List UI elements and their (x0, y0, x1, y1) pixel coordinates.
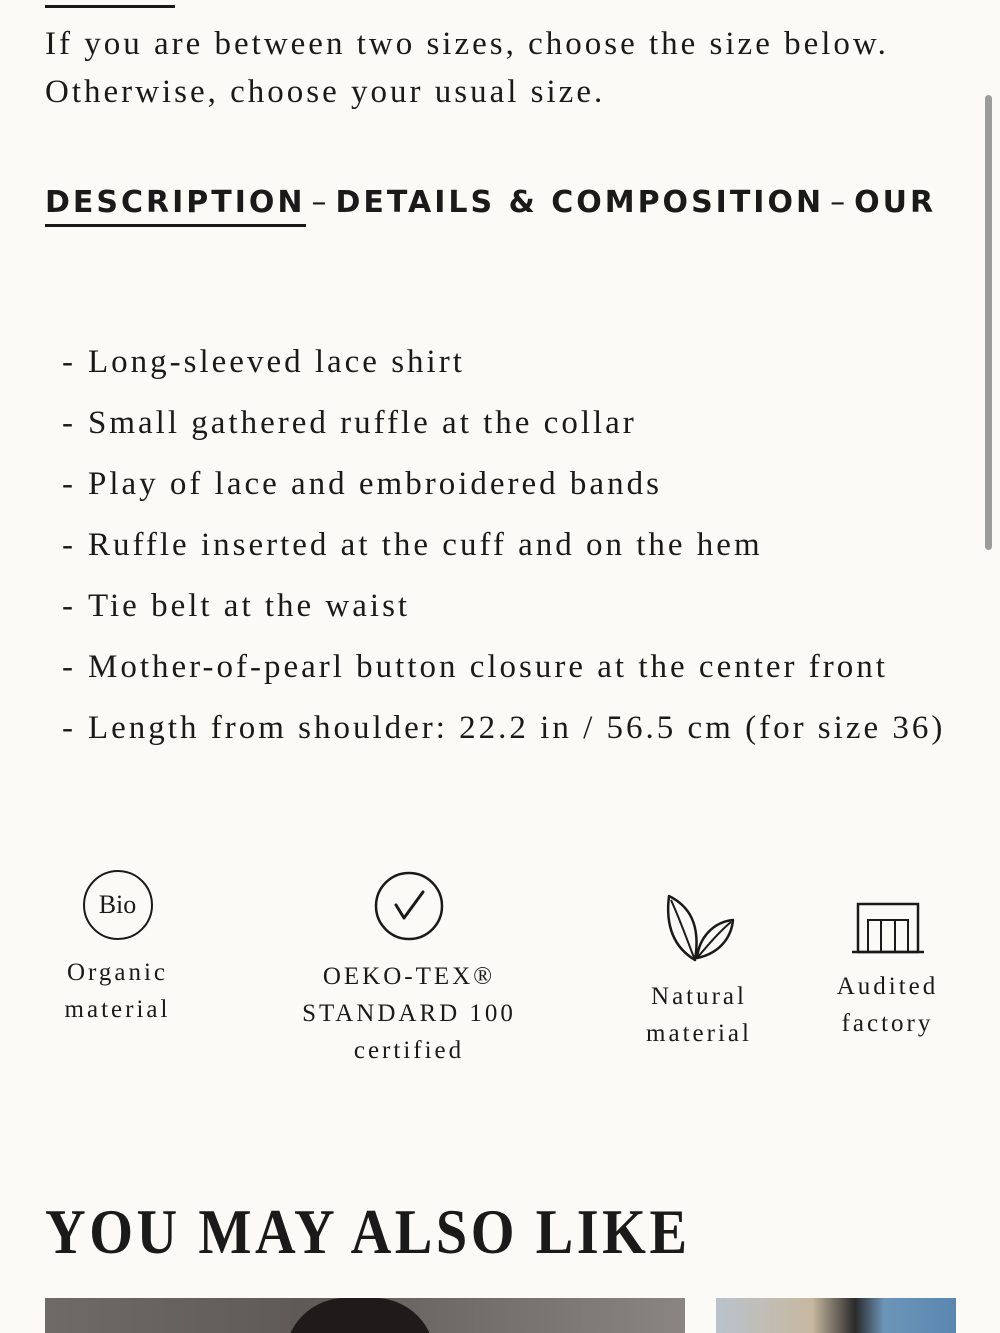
bio-icon: Bio (83, 870, 153, 940)
list-item (62, 521, 962, 569)
badge-label-line: OEKO-TEX® (322, 963, 496, 990)
badge-organic (45, 870, 190, 1028)
badge-natural (628, 870, 770, 1052)
badge-label-line: certified (353, 1037, 465, 1064)
size-advice-line-1: If you are between two sizes, choose the size below. (45, 26, 889, 62)
leaf-icon (659, 888, 739, 968)
bullet-dash: - (62, 710, 76, 746)
badge-label (45, 954, 190, 1028)
product-card-image[interactable] (45, 1298, 685, 1333)
badge-label-line: factory (841, 1010, 934, 1037)
recommendations-title: YOU MAY ALSO LIKE (45, 1196, 691, 1267)
size-advice-text (45, 20, 945, 116)
model-photo (285, 1298, 435, 1333)
bullet-dash: - (62, 527, 76, 563)
list-item-text: Length from shoulder: 22.2 in / 56.5 cm (for size 36) (88, 710, 946, 746)
scrollbar-thumb[interactable] (985, 95, 992, 550)
badge-label-line: material (64, 996, 171, 1023)
list-item-text: Play of lace and embroidered bands (88, 466, 662, 502)
tab-separator: – (830, 185, 849, 220)
bullet-dash: - (62, 344, 76, 380)
badge-label-line: Organic (66, 959, 169, 986)
list-item-text: Ruffle inserted at the cuff and on the hem (88, 527, 763, 563)
badge-oeko-tex (268, 870, 550, 1069)
product-badges (0, 870, 1000, 1090)
tab-description[interactable]: DESCRIPTION (45, 185, 306, 227)
badge-label-line: material (646, 1020, 752, 1047)
badge-label (628, 978, 770, 1052)
list-item-text: Mother-of-pearl button closure at the center front (88, 649, 888, 685)
bullet-dash: - (62, 466, 76, 502)
product-card-image[interactable] (716, 1298, 956, 1333)
badge-audited-factory (815, 870, 960, 1042)
badge-label-line: Audited (836, 973, 939, 1000)
list-item (62, 582, 962, 630)
list-item-text: Small gathered ruffle at the collar (88, 405, 637, 441)
tab-separator: – (311, 185, 330, 220)
badge-label-line: STANDARD 100 (302, 1000, 516, 1027)
product-info-tabs (45, 185, 1000, 235)
tab-our[interactable]: OUR (854, 185, 937, 220)
bullet-dash: - (62, 649, 76, 685)
list-item (62, 399, 962, 447)
size-advice-line-2: Otherwise, choose your usual size. (45, 74, 606, 110)
description-list (62, 338, 962, 765)
list-item-text: Long-sleeved lace shirt (88, 344, 465, 380)
badge-label (815, 968, 960, 1042)
list-item (62, 460, 962, 508)
badge-label (268, 958, 550, 1069)
bullet-dash: - (62, 588, 76, 624)
factory-icon (852, 900, 924, 960)
check-circle-icon (373, 870, 445, 942)
list-item (62, 643, 962, 691)
badge-label-line: Natural (651, 983, 747, 1010)
tab-details-composition[interactable]: DETAILS & COMPOSITION (335, 185, 825, 220)
list-item (62, 704, 962, 752)
list-item-text: Tie belt at the waist (88, 588, 411, 624)
list-item (62, 338, 962, 386)
top-divider (45, 5, 175, 8)
bullet-dash: - (62, 405, 76, 441)
